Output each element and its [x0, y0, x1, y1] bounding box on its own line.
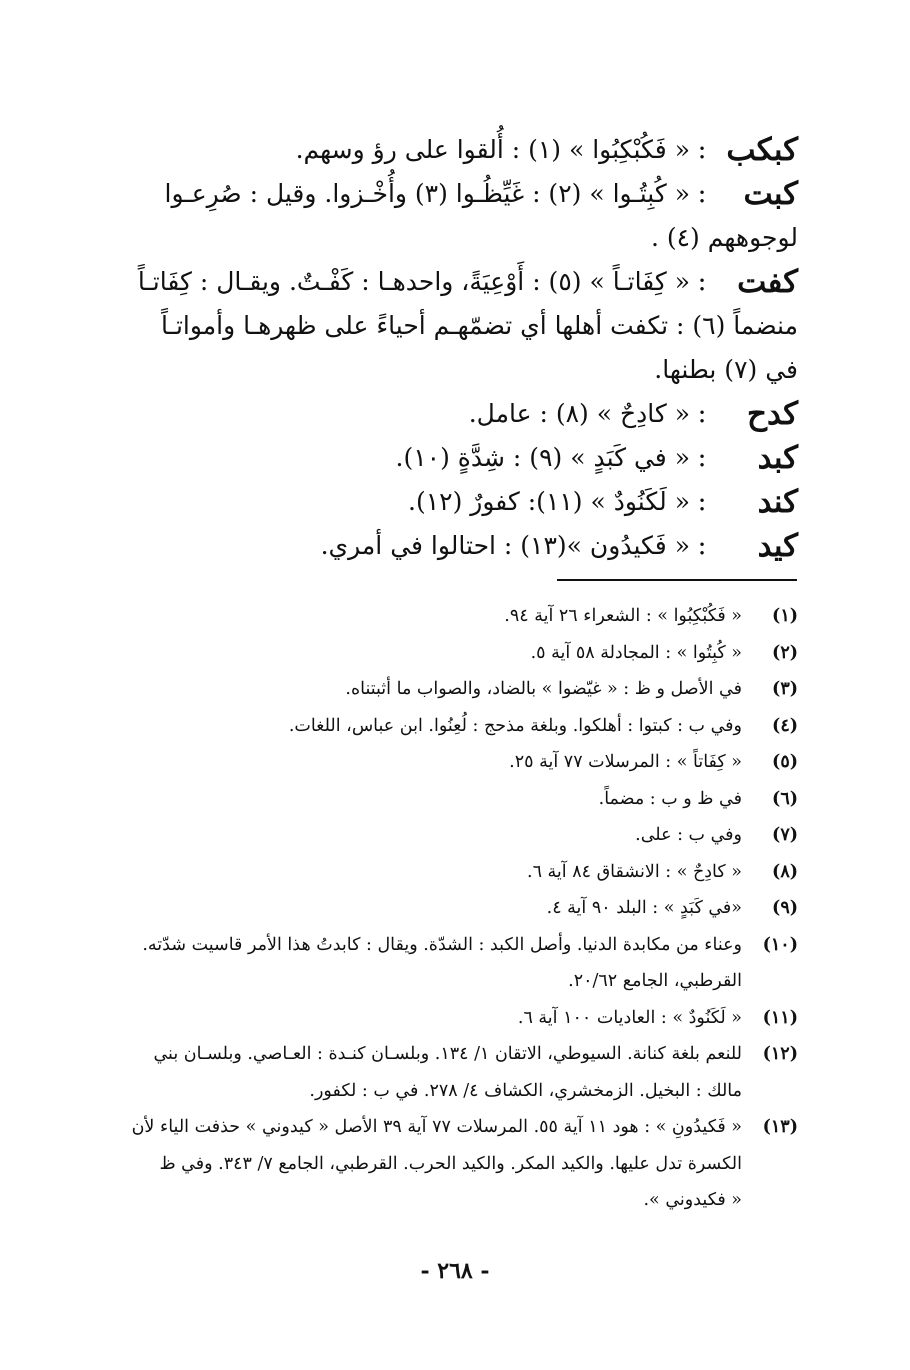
footnote-text: [108, 1109, 742, 1219]
footnote-line: « فَكُبْكِبُوا » : الشعراء ٢٦ آية ٩٤.: [504, 606, 742, 626]
definition-line: « فَكيدُون »(١٣) : احتالوا في أمري.: [320, 531, 690, 560]
footnote-text: [108, 854, 742, 891]
entry-kabat: [112, 172, 798, 260]
entry-word: كفت: [737, 264, 798, 300]
footnote-number: (١٢): [762, 1044, 798, 1064]
footnote-text: [108, 817, 742, 854]
entry-colon: :: [697, 134, 707, 165]
footnote-number: (١): [772, 606, 798, 626]
footnote-line: في الأصل و ظ : « غيّضوا » بالضاد، والصواب ما أثبتناه.: [345, 679, 742, 699]
footnote-number: (٢): [772, 642, 798, 663]
entry-word: كبكب: [726, 132, 798, 168]
footnote-number: (١٣): [762, 1117, 798, 1137]
footnote-line: « كِفَاتاً » : المرسلات ٧٧ آية ٢٥.: [509, 752, 742, 772]
footnote-text: [108, 927, 742, 1000]
entry-word: كبد: [757, 440, 798, 476]
footnote: [108, 854, 798, 891]
footnote: [108, 927, 798, 1000]
footnote: [108, 781, 798, 818]
footnote-text: [108, 671, 742, 708]
footnote-text: [108, 890, 742, 927]
entry-colon: :: [697, 398, 707, 429]
entry-kadah: [112, 392, 798, 436]
footnote: [108, 890, 798, 927]
footnote-line: وفي ب : على.: [635, 825, 742, 845]
entry-definition: [112, 172, 798, 260]
definition-line: منضماً (٦) : تكفت أهلها أي تضمّهـم أحياءً على ظهرهـا وأمواتـاً: [161, 311, 798, 340]
entry-colon: :: [697, 178, 707, 209]
footnote-line: « كادِحٌ » : الانشقاق ٨٤ آية ٦.: [526, 861, 742, 882]
entry-definition: [112, 128, 690, 172]
footnote-text: [108, 1036, 742, 1109]
footnote-text: [108, 598, 742, 635]
footnote-line: «في كَبَدٍ » : البلد ٩٠ آية ٤.: [546, 898, 742, 918]
definition-line: « فَكُبْكِبُوا » (١) : أُلقوا على رؤ وسهم.: [295, 135, 690, 164]
footnote: [108, 1036, 798, 1109]
entry-colon: :: [697, 442, 707, 473]
footnote-number: (٩): [772, 898, 798, 918]
footnote-line: مالك : البخيل. الزمخشري، الكشاف ٤/ ٢٧٨. في ب : لكفور.: [309, 1080, 742, 1101]
footnote-line: « فَكيدُونِ » : هود ١١ آية ٥٥. المرسلات ٧٧ آية ٣٩ الأصل « كيدوني » حذفت الياء لأن: [131, 1117, 742, 1137]
footnote: [108, 744, 798, 781]
entry-word: كبت: [743, 176, 798, 212]
footnote-number: (٤): [772, 715, 798, 736]
footnote-text: [108, 1000, 742, 1037]
footnote-line: « فكيدوني ».: [643, 1190, 742, 1210]
definition-line: « كادِحٌ » (٨) : عامل.: [468, 399, 690, 428]
entry-kabad: [112, 436, 798, 480]
entry-word: كند: [757, 484, 798, 520]
footnote-text: [108, 744, 742, 781]
entry-definition: [112, 436, 690, 480]
footnote: [108, 817, 798, 854]
footnote-text: [108, 708, 742, 745]
entry-definition: [112, 524, 690, 568]
footnote: [108, 708, 798, 745]
definition-line: « كِفَاتـاً » (٥) : أَوْعِيَةً، واحدهـا : كَفْـتٌ. ويقـال : كِفَاتـاً: [137, 267, 690, 296]
entry-kayd: [112, 524, 798, 568]
footnote: [108, 1109, 798, 1219]
entry-definition: [112, 480, 690, 524]
footnote-line: الكسرة تدل عليها. والكيد المكر. والكيد الحرب. القرطبي، الجامع ٧/ ٣٤٣. وفي ظ: [159, 1153, 742, 1174]
entry-definition: [112, 392, 690, 436]
definition-line: « في كَبَدٍ » (٩) : شِدَّةٍ (١٠).: [395, 443, 690, 472]
definition-line: في (٧) بطنها.: [654, 355, 798, 384]
entry-word: كيد: [757, 528, 798, 564]
entry-kabkab: [112, 128, 798, 172]
definition-line: « كُبِتُـوا » (٢) : غَيِّظُـوا (٣) وأُخْـزوا. وقيل : صُرِعـوا: [164, 179, 690, 208]
footnote-number: (١١): [762, 1007, 798, 1028]
definition-line: « لَكَنُودٌ » (١١): كفورٌ (١٢).: [408, 487, 690, 516]
footnote: [108, 1000, 798, 1037]
footnote-number: (٨): [772, 861, 798, 882]
footnote-number: (٣): [772, 679, 798, 699]
footnote-line: « كُبِتُوا » : المجادلة ٥٨ آية ٥.: [530, 642, 742, 663]
glossary-entries: [112, 128, 798, 568]
entry-kanad: [112, 480, 798, 524]
footnote-number: (٦): [772, 788, 798, 809]
definition-line: لوجوههم (٤) .: [650, 223, 798, 252]
footnote: [108, 635, 798, 672]
footnote-line: وعناء من مكابدة الدنيا. وأصل الكبد : الشدّة. ويقال : كابدتُ هذا الأمر قاسيت شدّته.: [142, 934, 742, 955]
footnote: [108, 598, 798, 635]
footnote-line: في ظ و ب : مضماً.: [598, 788, 742, 809]
entry-colon: :: [697, 266, 707, 297]
footnote: [108, 671, 798, 708]
entry-colon: :: [697, 486, 707, 517]
entry-kafat: [112, 260, 798, 392]
footnotes: [108, 598, 798, 1219]
footnote-number: (٧): [772, 825, 798, 845]
entry-word: كدح: [746, 396, 798, 432]
footnote-text: [108, 635, 742, 672]
footnote-text: [108, 781, 742, 818]
footnote-number: (١٠): [762, 934, 798, 955]
footnote-line: للنعم بلغة كنانة. السيوطي، الاتقان ١/ ١٣٤. وبلسـان كنـدة : العـاصي. وبلسـان بني: [153, 1044, 742, 1064]
footnote-line: القرطبي، الجامع ٢٠/٦٢.: [568, 971, 742, 991]
footnote-number: (٥): [772, 752, 798, 772]
entry-definition: [112, 260, 798, 392]
footnote-separator: [557, 579, 797, 581]
footnote-line: وفي ب : كبتوا : أهلكوا. وبلغة مذحج : لُعِنُوا. ابن عباس، اللغات.: [288, 715, 742, 736]
footnote-line: « لَكَنُودٌ » : العاديات ١٠٠ آية ٦.: [517, 1007, 742, 1028]
page-number: - ٢٦٨ -: [420, 1258, 490, 1284]
entry-colon: :: [697, 530, 707, 561]
